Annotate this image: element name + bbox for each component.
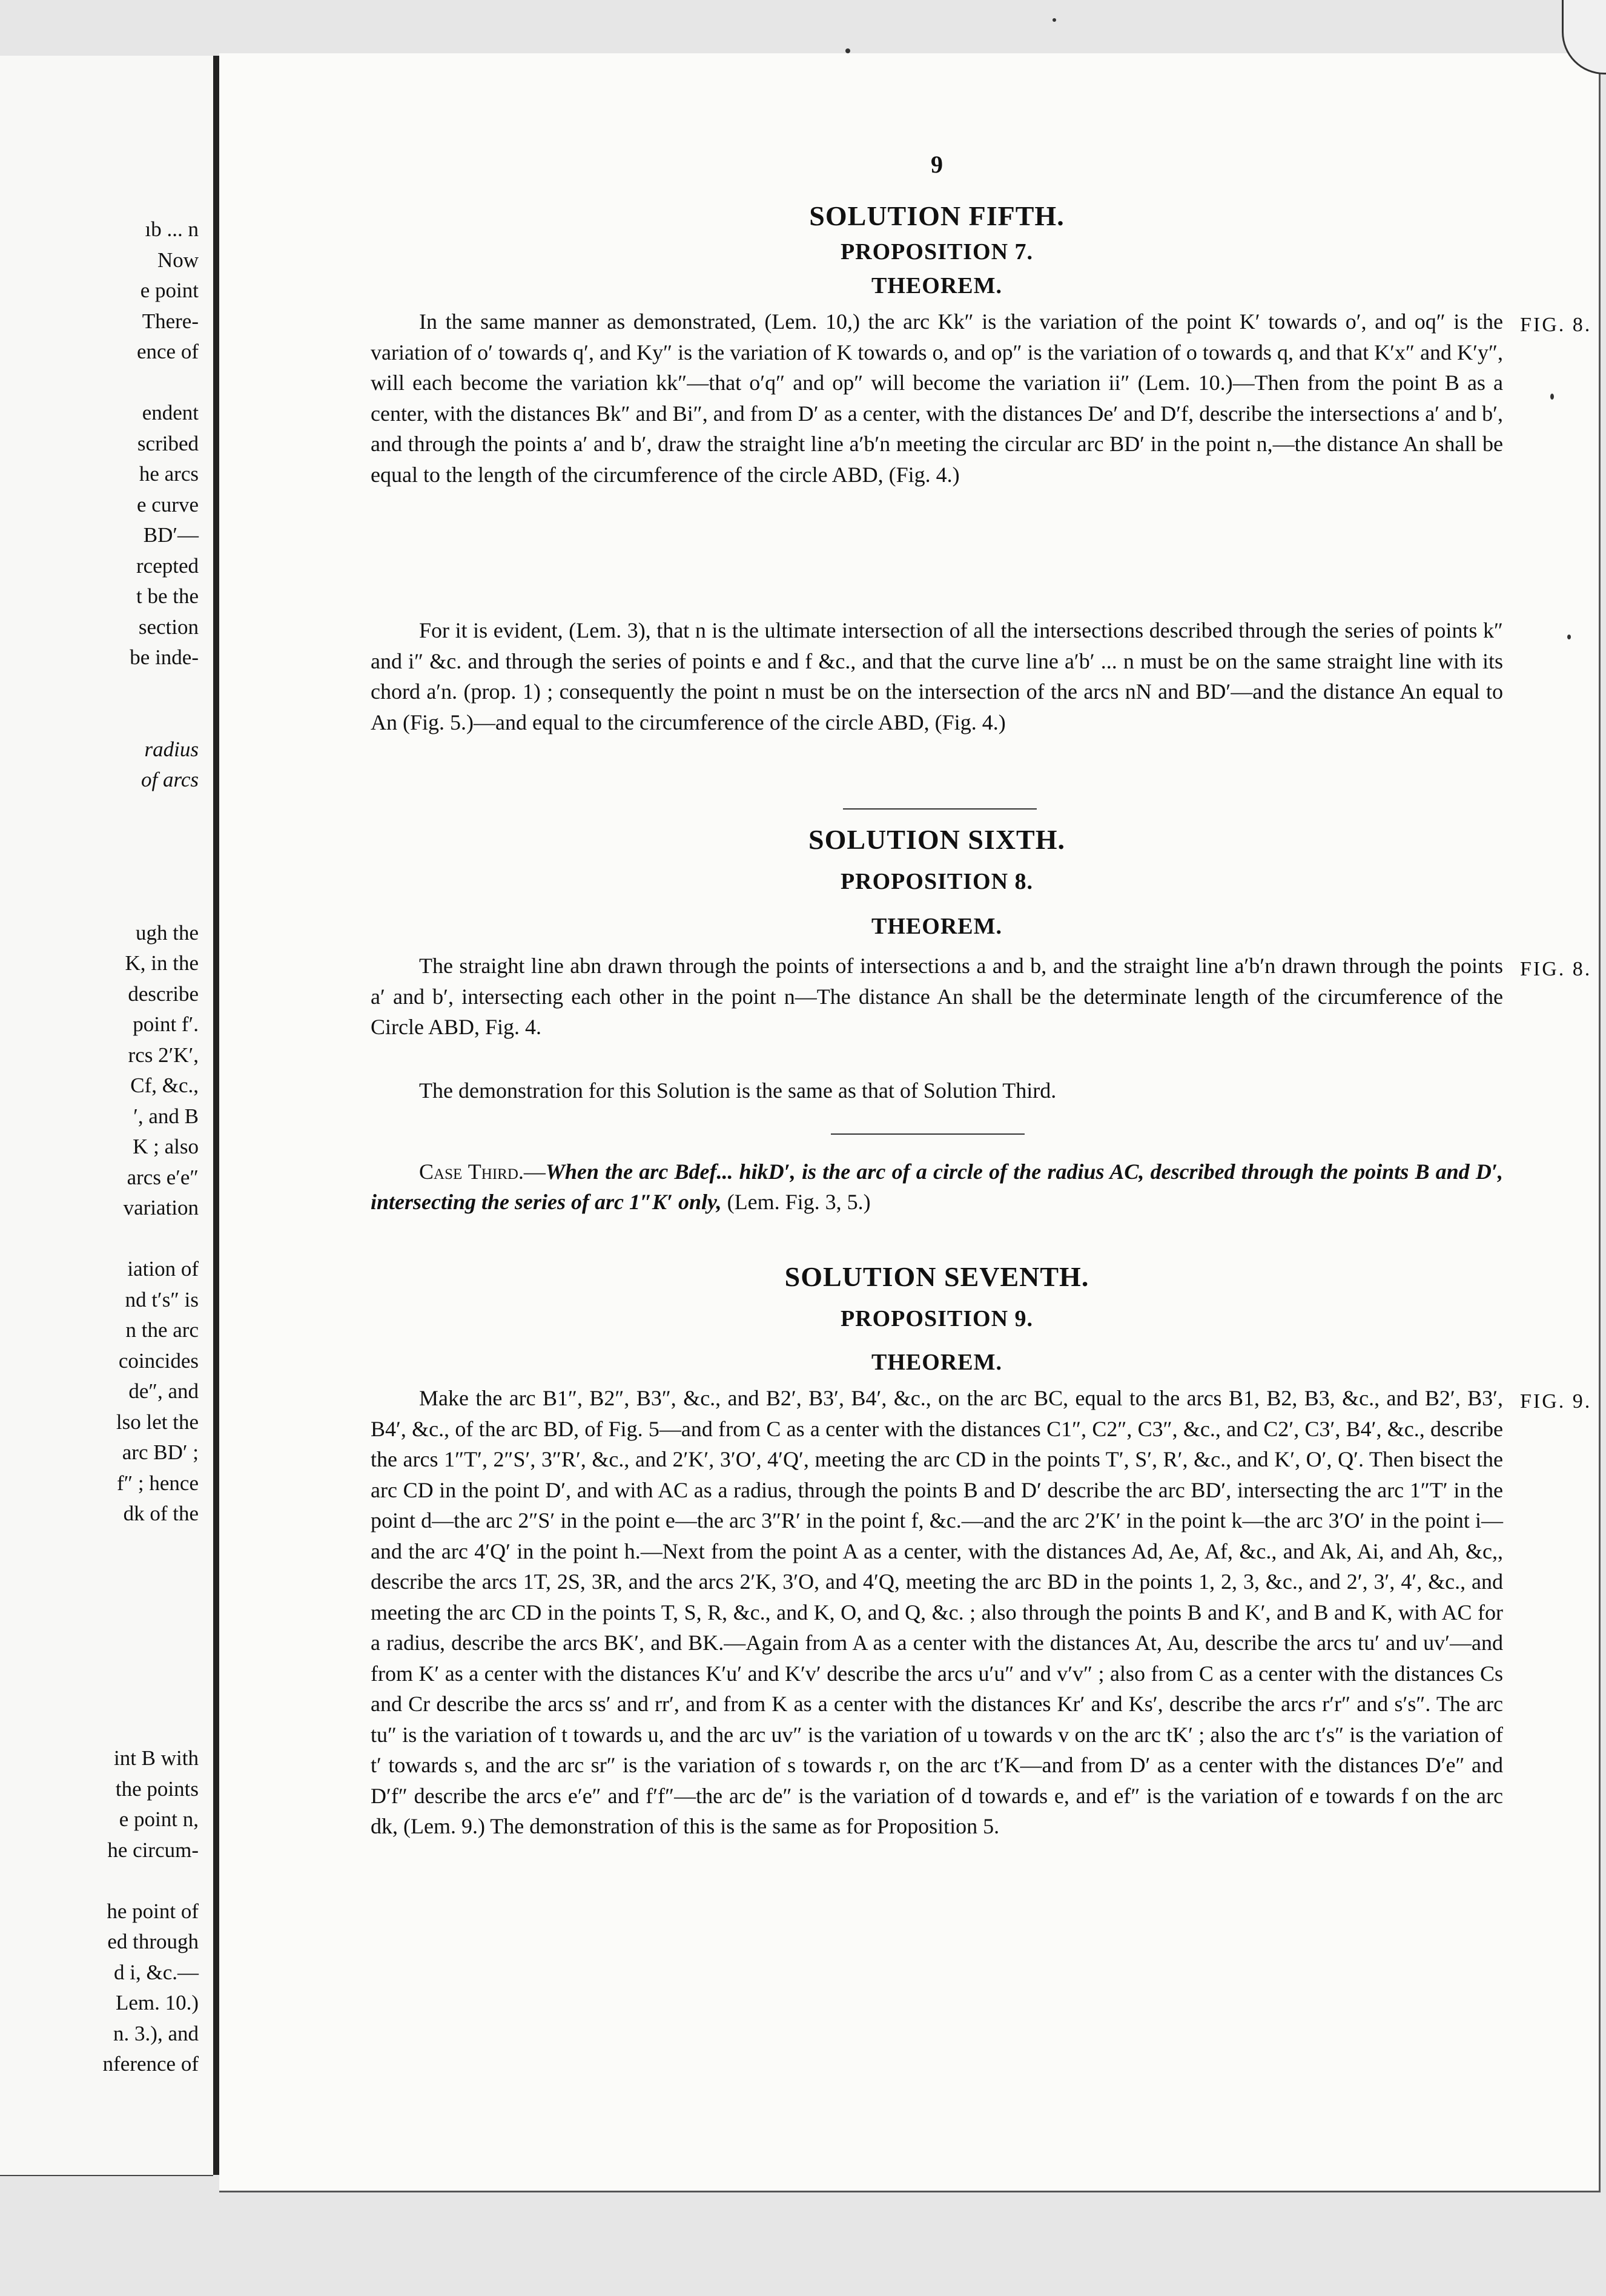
left-page-line: he arcs bbox=[139, 462, 199, 486]
paragraph: In the same manner as demonstrated, (Lem. 10,) the arc Kk″ is the variation of the point K′ towards o′, and oq″ is the variation of o′ towards q′, and Ky″ is the variation of K towards o, and op″ is the variation of o towards q, and that K′x″ and K′y″, will each become the variation kk″—that o′q″ and op″ will become the variation ii″ (Lem. 10.)—Then from the point B as a center, with the distances Bk″ and Bi″, and from D′ as a center, with the distances De′ and D′f, describe the intersections a′ and b′, and through the points a′ and b′, draw the straight line a′b′n meeting the circular arc BD′ in the point n,—the distance An shall be equal to the length of the circumference of the circle ABD, (Fig. 4.) bbox=[371, 309, 1503, 487]
left-page-line: int B with bbox=[113, 1746, 199, 1770]
left-page-line: the points bbox=[115, 1776, 199, 1801]
left-page-line: Now bbox=[157, 248, 199, 272]
theorem-heading: THEOREM. bbox=[871, 1350, 1002, 1375]
left-page-line: K ; also bbox=[133, 1135, 199, 1158]
main-page bbox=[219, 53, 1601, 2192]
left-page-line: nference of bbox=[102, 2052, 199, 2076]
proposition-heading: PROPOSITION 8. bbox=[840, 869, 1034, 894]
book-spine bbox=[213, 56, 219, 2175]
section-divider bbox=[831, 1133, 1025, 1135]
paragraph: The straight line abn drawn through the points of intersections a and b, and the straight line a′b′n drawn through the points a′ and b′, intersecting each other in the point n—The distance An shall be the determinate length of the circumference of the Circle ABD, Fig. 4. bbox=[371, 954, 1503, 1039]
left-page-line: arcs e′e″ bbox=[127, 1165, 199, 1189]
left-page-line: f″ ; hence bbox=[116, 1471, 199, 1495]
proposition-heading: PROPOSITION 7. bbox=[840, 239, 1034, 265]
left-page-line: point f′. bbox=[133, 1012, 199, 1036]
paragraph: The demonstration for this Solution is the same as that of Solution Third. bbox=[419, 1078, 1057, 1103]
left-page-line: ′, and B bbox=[133, 1104, 199, 1128]
left-page-line: be inde- bbox=[130, 645, 199, 669]
section-divider bbox=[843, 808, 1037, 810]
left-page-line: arc BD′ ; bbox=[122, 1440, 199, 1464]
left-page-line: rcs 2′K′, bbox=[128, 1043, 199, 1067]
theorem-heading: THEOREM. bbox=[871, 914, 1002, 939]
left-facing-page bbox=[0, 56, 213, 2176]
scan-speck bbox=[1567, 635, 1571, 639]
left-page-line: section bbox=[138, 615, 199, 639]
left-page-line: Cf, &c., bbox=[130, 1074, 199, 1097]
case-third-note bbox=[371, 1156, 1503, 1217]
figure-reference: FIG. 8. bbox=[1520, 314, 1592, 336]
left-page-line: scribed bbox=[137, 431, 199, 455]
solution-heading: SOLUTION SEVENTH. bbox=[784, 1261, 1089, 1292]
left-page-line: n. 3.), and bbox=[113, 2021, 199, 2045]
left-page-line: coincides bbox=[118, 1348, 199, 1373]
left-page-line: lso let the bbox=[116, 1410, 199, 1434]
left-page-line: BD′— bbox=[143, 523, 199, 547]
left-page-line: ed through bbox=[107, 1930, 199, 1953]
solution-heading: SOLUTION SIXTH. bbox=[808, 824, 1065, 855]
paragraph: For it is evident, (Lem. 3), that n is the ultimate intersection of all the intersections described through the series of points k″ and i″ &c. and through the series of points e and f &c., and that the curve line a′b′ ... n must be on the same straight line with its chord a′n. (prop. 1) ; consequently the point n must be on the intersection of the arcs nN and BD′—and the distance An equal to An (Fig. 5.)—and equal to the circumference of the circle ABD, (Fig. 4.) bbox=[371, 618, 1503, 734]
scan-speck bbox=[1550, 394, 1554, 400]
left-page-line: e point bbox=[140, 279, 199, 302]
left-page-line: variation bbox=[123, 1196, 199, 1219]
left-page-line: Lem. 10.) bbox=[115, 1991, 199, 2014]
left-page-line: There- bbox=[142, 309, 199, 333]
left-page-line: de″, and bbox=[128, 1379, 199, 1403]
left-page-line: e curve bbox=[136, 492, 199, 516]
case-lead: Case Third.— bbox=[419, 1160, 546, 1184]
left-page-line: dk of the bbox=[123, 1502, 199, 1525]
left-page-line: n the arc bbox=[125, 1318, 199, 1342]
scan-speck bbox=[845, 48, 850, 53]
scan-speck bbox=[1052, 18, 1056, 22]
left-page-line: t be the bbox=[136, 584, 199, 608]
case-reference: (Lem. Fig. 3, 5.) bbox=[727, 1190, 871, 1214]
left-page-line: ence of bbox=[136, 340, 199, 363]
left-page-line: iation of bbox=[127, 1257, 199, 1281]
proposition-heading: PROPOSITION 9. bbox=[840, 1306, 1034, 1331]
left-page-line: ugh the bbox=[135, 920, 199, 945]
left-page-line: rcepted bbox=[136, 553, 199, 578]
left-page-line: he point of bbox=[107, 1899, 199, 1923]
left-page-line: of arcs bbox=[141, 768, 199, 791]
left-page-line: K, in the bbox=[125, 951, 199, 975]
left-page-line: radius bbox=[144, 737, 199, 761]
left-page-line: endent bbox=[142, 401, 199, 424]
left-page-line: describe bbox=[128, 981, 199, 1006]
page-number: 9 bbox=[931, 151, 943, 178]
left-page-line: e point n, bbox=[119, 1807, 199, 1831]
figure-reference: FIG. 9. bbox=[1520, 1390, 1592, 1413]
solution-heading: SOLUTION FIFTH. bbox=[809, 200, 1065, 231]
left-page-line: d i, &c.— bbox=[114, 1960, 199, 1984]
left-page-line: nd t′s″ is bbox=[125, 1287, 199, 1311]
case-text: When the arc Bdef... hikD′, is the arc of a circle of the radius AC, described through the points B and D′, intersecting the series of arc 1″K′ only, bbox=[371, 1160, 1503, 1214]
paragraph: Make the arc B1″, B2″, B3″, &c., and B2′, B3′, B4′, &c., on the arc BC, equal to the arcs B1, B2, B3, &c., and B2′, B3′, B4′, &c., of the arc BD, of Fig. 5—and from C as a center with the distances C1″, C2″, C3″, &c., and C2′, C3′, B4′, &c., describe the arcs 1″T′, 2″S′, 3″R′, &c., and 2′K′, 3′O′, 4′Q′, meeting the arc CD in the points T′, S′, R′, &c., and K′, O′, Q′. Then bisect the arc CD in the point D′, and with AC as a radius, through the points B and D′ describe the arc BD′, intersecting the arc 1″T′ in the point d—the arc 2″S′ in the point e—the arc 3″R′ in the point f, &c.—and the arc 2′K′ in the point k—the arc 3′O′ in the point i—and the arc 4′Q′ in the point h.—Next from the point A as a center, with the distances Ad, Ae, Af, &c., and Ak, Ai, and Ah, &c,, describe the arcs 1T, 2S, 3R, and the arcs 2′K, 3′O, and 4′Q, meeting the arc BD in the points 1, 2, 3, &c., and 2′, 3′, 4′, &c., and meeting the arc CD in the points T, S, R, &c., and K, O, and Q, &c. ; also through the points B and K′, and B and K, with AC for a radius, describe the arcs BK′, and BK.—Again from A as a center with the distances At, Au, describe the arcs tu′ and uv′—and from K′ as a center with the distances K′u′ and K′v′ describe the arcs u′u″ and v′v″ ; also from C as a center with the distances Cs and Cr describe the arcs ss′ and rr′, and from K as a center with the distances Kr′ and Ks′, describe the arcs r′r″ and s′s″. The arc tu″ is the variation of t towards u, and the arc uv″ is the variation of u towards v on the arc tK′ ; also the arc t′s″ is the variation of t′ towards s, and the arc sr″ is the variation of s towards r, on the arc t′K—and from D′ as a center with the distances D′e″ and D′f″ describe the arcs e′e″ and f′f″—the arc de″ is the variation of d towards e, and ef″ is the variation of e towards f on the arc dk, (Lem. 9.) The demonstration of this is the same as for Proposition 5. bbox=[371, 1386, 1503, 1838]
left-page-line: ıb ... n bbox=[145, 217, 199, 241]
theorem-heading: THEOREM. bbox=[871, 273, 1002, 299]
figure-reference: FIG. 8. bbox=[1520, 958, 1592, 980]
left-page-line: he circum- bbox=[107, 1838, 199, 1862]
